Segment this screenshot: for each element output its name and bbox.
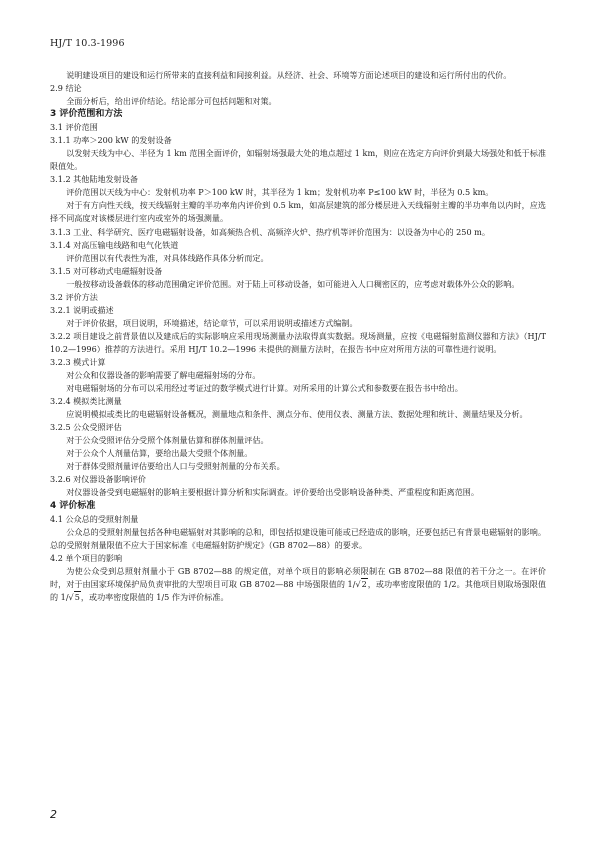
paragraph-3-2-3a: 对公众和仪器设备的影响需要了解电磁辐射场的分布。 xyxy=(66,370,261,381)
paragraph-3-1-5: 一般按移动设备载体的移动范围确定评价范围。对于陆上可移动设备，如可能进入人口稠密区的，应考虑对载体外公众的影响。 xyxy=(66,278,520,289)
paragraph-2-9: 全面分析后，给出评价结论。结论部分可包括问题和对策。 xyxy=(66,96,277,107)
paragraph-3-2-5c: 对于群体受照剂量评估要给出人口与受照射剂量的分布关系。 xyxy=(66,461,285,472)
heading-3-2-1: 3.2.1 说明或描述 xyxy=(50,304,114,315)
heading-3-2-4: 3.2.4 模拟类比测量 xyxy=(50,396,122,407)
paragraph-3-1-2b: 对于有方向性天线，按天线辐射主瓣的半功率角内评价到 0.5 km，如高层建筑的部分楼层进入天线辐射主瓣的半功率角以内时，应选择不同高度对该楼层进行室内或室外的场强测量。 xyxy=(50,200,546,224)
heading-3-1-4: 3.1.4 对高压输电线路和电气化铁道 xyxy=(50,239,179,250)
paragraph-3-2-4: 应说明模拟或类比的电磁辐射设备概况，测量地点和条件、测点分布、使用仪表、测量方法、数据处理和统计、测量结果及分析。 xyxy=(66,409,528,420)
document-code-header: HJ/T 10.3-1996 xyxy=(50,38,125,49)
paragraph-3-2-3b: 对电磁辐射场的分布可以采用经过考证过的数学模式进行计算。对所采用的计算公式和参数要在报告书中给出。 xyxy=(66,383,463,394)
heading-3-1-1: 3.1.1 功率＞200 kW 的发射设备 xyxy=(50,135,172,146)
sqrt-5-radicand: 5 xyxy=(74,591,80,602)
paragraph-4-2-part-a: 为使公众受到总照射剂量小于 GB 8702—88 的规定值，对单个项目的影响必须限制在 GB 8702—88 限值的若干分之一。在评价时，对于由国家环境保护局负责审批的大型项目可取 GB 8702—88 中场强限值的 1/ xyxy=(50,565,546,589)
paragraph-3-1-4: 评价范围以有代表性为准，对具体线路作具体分析而定。 xyxy=(66,252,269,263)
paragraph-4-2-part-c: ，或功率密度限值的 1/5 作为评价标准。 xyxy=(80,591,229,602)
paragraph-3-2-2: 3.2.2 项目建设之前背景值以及建成后的实际影响应采用现场测量办法取得真实数据。现场测量，应按《电磁辐射监测仪器和方法》（HJ/T 10.2—1996）推荐的方法进行。采用 HJ/T 10.2—1996 未提供的测量方法时，在报告书中应对所用方法的可靠性进行说明。 xyxy=(50,330,546,354)
paragraph-3-1-3: 3.1.3 工业、科学研究、医疗电磁辐射设备，如高频热合机、高频淬火炉、热疗机等评价范围为：以设备为中心的 250 m。 xyxy=(50,226,490,237)
sqrt-2-radicand: 2 xyxy=(361,578,367,589)
heading-3-1-5: 3.1.5 对可移动式电磁辐射设备 xyxy=(50,265,163,276)
paragraph-3-2-5b: 对于公众个人剂量估算，要给出最大受照个体剂量。 xyxy=(66,448,253,459)
heading-4-1: 4.1 公众总的受照射剂量 xyxy=(50,513,139,524)
document-body xyxy=(50,69,546,604)
heading-4-2: 4.2 单个项目的影响 xyxy=(50,552,123,563)
paragraph-3-1-2a: 评价范围以天线为中心：发射机功率 P＞100 kW 时，其半径为 1 km；发射机功率 P≤100 kW 时，半径为 0.5 km。 xyxy=(66,187,494,198)
paragraph-3-1-1: 以发射天线为中心、半径为 1 km 范围全面评价，如辐射场强最大处的地点超过 1 km，则应在选定方向评价到最大场强处和低于标准限值处。 xyxy=(50,148,546,172)
section-4-title: 4 评价标准 xyxy=(50,500,96,511)
paragraph-3-2-5a: 对于公众受照评估分受照个体剂量估算和群体剂量评估。 xyxy=(66,435,269,446)
heading-3-2-5: 3.2.5 公众受照评估 xyxy=(50,422,122,433)
paragraph-3-2-6: 对仪器设备受到电磁辐射的影响主要根据计算分析和实际调查。评价要给出受影响设备种类、严重程度和距离范围。 xyxy=(66,487,479,498)
paragraph-cost: 说明建设项目的建设和运行所带来的直接利益和间接利益。从经济、社会、环境等方面论述项目的建设和运行所付出的代价。 xyxy=(66,70,512,80)
paragraph-4-2 xyxy=(50,565,546,604)
heading-3-2-3: 3.2.3 模式计算 xyxy=(50,356,106,367)
heading-2-9: 2.9 结论 xyxy=(50,83,82,94)
sqrt-5-symbol: √5 xyxy=(68,591,80,602)
heading-3-1: 3.1 评价范围 xyxy=(50,122,98,133)
heading-3-1-2: 3.1.2 其他陆地发射设备 xyxy=(50,174,138,185)
section-3-title: 3 评价范围和方法 xyxy=(50,109,123,120)
paragraph-4-1: 公众总的受照射剂量包括各种电磁辐射对其影响的总和，即包括拟建设施可能或已经造成的影响，还要包括已有背景电磁辐射的影响。总的受照射剂量限值不应大于国家标准《电磁辐射防护规定》（GB 8702—88）的要求。 xyxy=(50,526,546,550)
heading-3-2: 3.2 评价方法 xyxy=(50,291,98,302)
paragraph-4-2-part-b: ，或功率密度限值的 1/2。其他项目则取场强限值的 1/ xyxy=(50,578,546,602)
page-number: 2 xyxy=(50,808,57,821)
heading-3-2-6: 3.2.6 对仪器设备影响评价 xyxy=(50,474,147,485)
paragraph-3-2-1: 对于评价依据，项目说明，环境描述，结论章节，可以采用说明或描述方式编制。 xyxy=(66,317,358,328)
sqrt-2-symbol: √2 xyxy=(355,578,367,589)
